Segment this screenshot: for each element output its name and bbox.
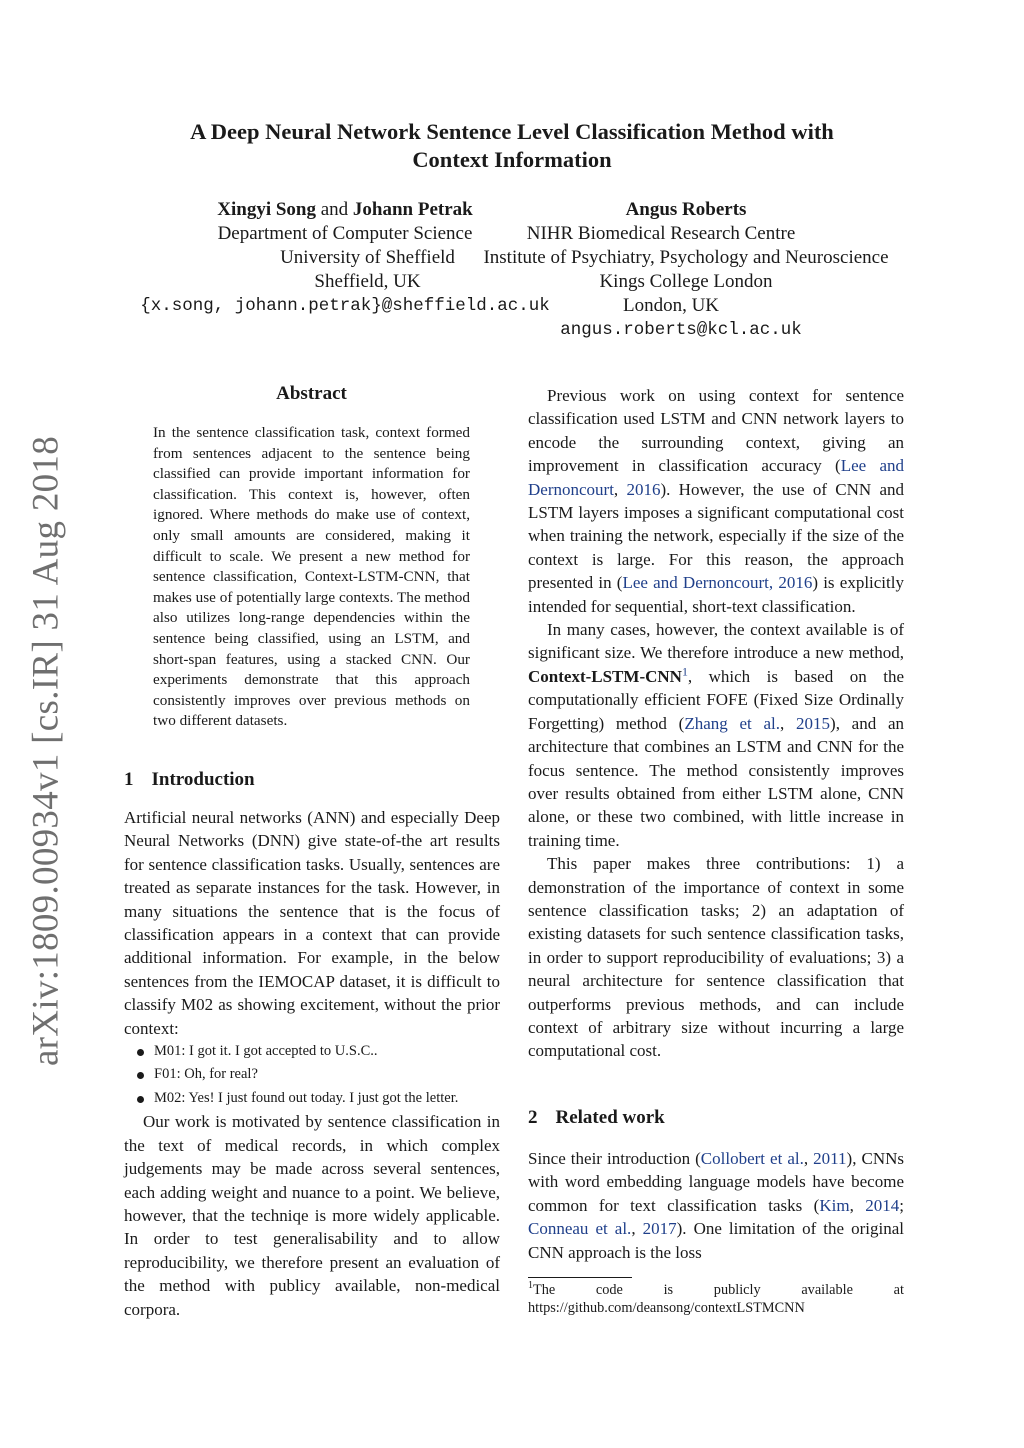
section-1-number: 1 (124, 769, 134, 790)
citation-year: 2015 (796, 713, 831, 733)
related-text-b: ), CNNs with word embedding language models have become common for text classification tasks ( (528, 1149, 905, 1215)
section-2-number: 2 (528, 1107, 538, 1128)
right-paragraph-2 (528, 618, 904, 852)
related-paragraph-1 (528, 1147, 904, 1264)
paper-title (0, 118, 1024, 174)
footnote (528, 1281, 904, 1317)
author-name-roberts: Angus Roberts (625, 199, 747, 220)
citation-year: 2014 (865, 1195, 900, 1215)
right-paragraph-3: This paper makes three contributions: 1) a demonstration of the importance of context in some sentence classification tasks; 2) an adaptation of existing datasets for such sentence classification tasks, in order to support reproducibility of evaluations; 3) a neural architecture for sentence classification that outperforms previous methods, and can include context of arbitrary size without incurring a large computational cost. (528, 854, 904, 1061)
citation-sep: , (803, 1149, 814, 1168)
affiliation-dept: Department of Computer Science (217, 223, 473, 244)
related-text-a: Since their introduction ( (528, 1149, 701, 1168)
citation-sep: , (613, 479, 627, 499)
citation-year: 2017 (642, 1219, 677, 1239)
citation-authors: Zhang et al. (684, 713, 781, 733)
author-email-sheffield[interactable]: {x.song, johann.petrak}@sheffield.ac.uk (140, 296, 550, 316)
author-name-petrak: Johann Petrak (352, 199, 473, 220)
citation-authors: Kim (819, 1195, 850, 1215)
footnote-word (528, 1281, 555, 1299)
footnote-number: 1 (528, 1280, 533, 1292)
citation-link[interactable] (819, 1196, 899, 1215)
intro-body (124, 806, 500, 1321)
right-p2-text-a: In many cases, however, the context available is of significant size. We therefore introduce a new method, (528, 620, 904, 663)
section-2-title: Related work (555, 1107, 665, 1128)
affiliation-loc: Sheffield, UK (314, 271, 421, 292)
right-p1-text-b: ). However, the use of CNN and LSTM layers imposes a significant computational cost when training the network, especially if the size of the context is large. For this reason, the approach presented in ( (528, 479, 904, 593)
title-line-1: A Deep Neural Network Sentence Level Classification Method with (190, 119, 834, 144)
intro-paragraph-2: Our work is motivated by sentence classification in the text of medical records, in which complex judgements may be made across several sentences, each adding weight and nuance to a point. We believe, however, that the techniqe is more widely applicable. In order to test generalisability and to allow reproducibility, we therefore present an evaluation of the method with publicy available, non-medical corpora. (124, 1112, 500, 1319)
citation-link[interactable] (701, 1149, 847, 1168)
footnote-marker[interactable]: 1 (681, 664, 688, 679)
abstract-heading: Abstract (276, 383, 347, 404)
citation-sep: , (780, 713, 797, 733)
author-name-song: Xingyi Song (217, 199, 316, 220)
right-p2-text-b: , which is based on the computationally efficient FOFE (Fixed Size Ordinally Forgetting) method ( (528, 666, 904, 733)
footnote-line-1 (528, 1281, 904, 1299)
method-name: Context-LSTM-CNN (528, 666, 682, 686)
list-item: M01: I got it. I got accepted to U.S.C.. (124, 1040, 500, 1063)
citation-sep: , (631, 1219, 643, 1239)
citation-sep: , (849, 1195, 866, 1215)
footnote-rule (528, 1277, 632, 1278)
citation-year: 2011 (813, 1149, 847, 1168)
arxiv-id-text: arXiv:1809.00934v1 [cs.IR] 31 Aug 2018 (25, 435, 67, 1067)
affiliation-centre: NIHR Biomedical Research Centre (526, 223, 796, 244)
affiliation-loc-london: London, UK (622, 295, 720, 316)
footnote-word-text: The (533, 1282, 556, 1298)
related-text-c: ). One limitation of the original CNN approach is the loss (528, 1219, 904, 1262)
dialogue-example-list (124, 1040, 500, 1110)
footnote-word: publicly (713, 1282, 761, 1298)
list-item: M02: Yes! I just found out today. I just got the letter. (124, 1087, 500, 1110)
author-block-kcl (466, 198, 906, 342)
section-1-heading (124, 769, 255, 791)
citation-link[interactable]: Lee and Dernoncourt, 2016 (622, 573, 813, 593)
citation-authors: Collobert et al. (700, 1149, 804, 1168)
section-2-heading (528, 1107, 665, 1129)
intro-paragraph-1: Artificial neural networks (ANN) and especially Deep Neural Networks (DNN) give state-of-the art results for sentence classification tasks. Usually, sentences are treated as separate instances for the task. However, in many situations the sentence that is the focus of classification appears in a context that can provide additional information. For example, in the below sentences from the IEMOCAP dataset, it is difficult to classify M02 as showing excitement, without the prior context: (124, 808, 500, 1038)
right-column-body (528, 384, 904, 1063)
citation-link[interactable] (684, 714, 830, 733)
footnote-url[interactable]: https://github.com/deansong/contextLSTMCNN (528, 1300, 805, 1316)
footnote-word: available (801, 1282, 853, 1298)
citation-separator: ; (899, 1195, 904, 1215)
list-item: F01: Oh, for real? (124, 1063, 500, 1086)
author-conj: and (320, 199, 349, 220)
title-line-2: Context Information (412, 147, 612, 172)
right-p2-text-c: ), and an architecture that combines an LSTM and CNN for the focus sentence. The method consistently improves over results obtained from either LSTM alone, CNN alone, or these two combined, with little increase in training time. (528, 713, 905, 850)
citation-authors: Lee and Dernoncourt (528, 456, 904, 499)
abstract-text: In the sentence classification task, context formed from sentences adjacent to the sentence being classified can provide important information for classification. This context is, however, often ignored. Where methods do make use of context, only small amounts are considered, making it difficult to scale. We present a new method for sentence classification, Context-LSTM-CNN, that makes use of potentially large contexts. The method also utilizes long-range dependencies within the sentence being classified, using an LSTM, and short-span features, using a stacked CNN. Our experiments demonstrate that this approach consistently improves over previous methods on two different datasets. (153, 424, 470, 730)
affiliation-univ: University of Sheffield (280, 247, 455, 268)
citation-year: 2016 (626, 479, 661, 499)
right-paragraph-1 (528, 384, 904, 618)
footnote-word: code (595, 1282, 623, 1298)
author-email-kcl[interactable]: angus.roberts@kcl.ac.uk (560, 320, 802, 340)
related-body (528, 1147, 904, 1264)
footnote-word: is (663, 1282, 674, 1298)
footnote-word: at (893, 1282, 904, 1298)
section-1-title: Introduction (151, 769, 255, 790)
citation-link[interactable] (528, 1219, 677, 1238)
right-p1-text-c: ) is explicitly intended for sequential, short-text classification. (528, 573, 904, 616)
affiliation-college: Kings College London (599, 271, 773, 292)
right-p1-text-a: Previous work on using context for sentence classification used LSTM and CNN network layers to encode the surrounding context, giving an improvement in classification accuracy ( (528, 386, 904, 476)
citation-authors: Conneau et al. (528, 1219, 632, 1239)
affiliation-inst: Institute of Psychiatry, Psychology and Neuroscience (483, 247, 889, 268)
